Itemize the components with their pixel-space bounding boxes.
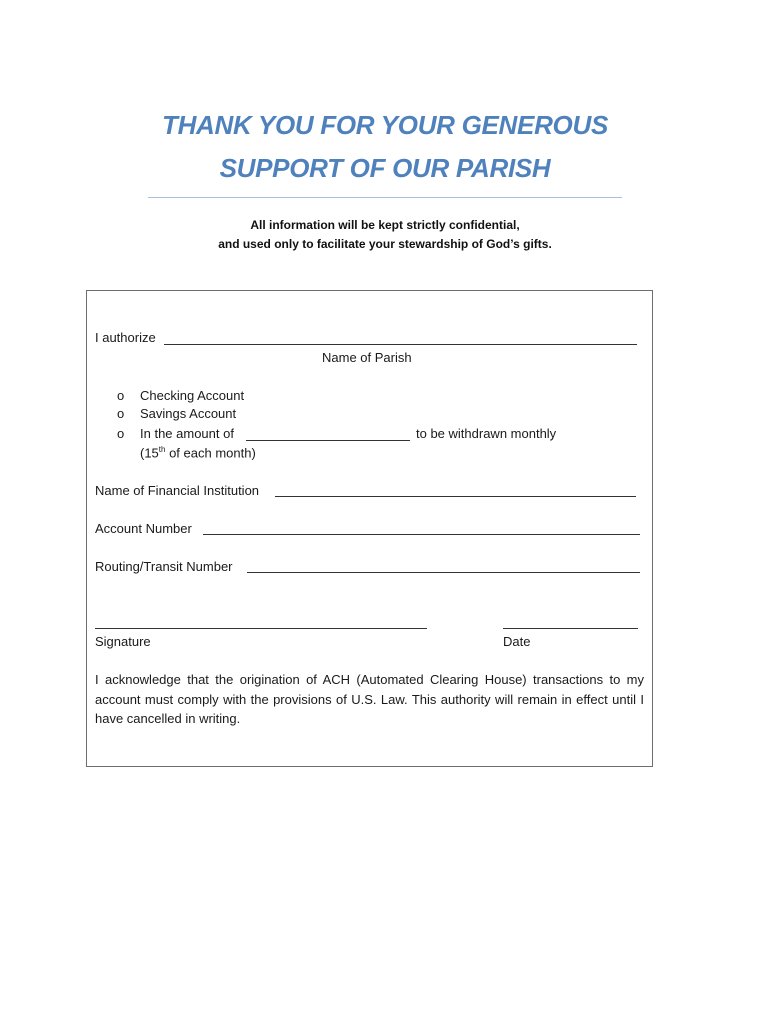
parish-name-caption: Name of Parish (322, 350, 412, 365)
checking-account-label: Checking Account (140, 388, 245, 403)
signature-field[interactable] (95, 628, 427, 629)
page-title-line-2: SUPPORT OF OUR PARISH (219, 153, 551, 183)
savings-account-label: Savings Account (140, 406, 237, 421)
parish-name-field[interactable] (164, 344, 637, 345)
page-title-line-1: THANK YOU FOR YOUR GENEROUS (162, 110, 608, 140)
checking-account-checkbox[interactable]: o (117, 388, 125, 403)
authorize-label: I authorize (95, 330, 156, 345)
amount-suffix: to be withdrawn monthly (416, 426, 557, 441)
amount-checkbox[interactable]: o (117, 426, 125, 441)
account-number-label: Account Number (95, 521, 192, 536)
ach-acknowledgement: I acknowledge that the origination of ACH (Automated Clearing House) transactions to my account must comply with the provisions of U.S. Law. This authority will remain in effect until I have cancelled in writing. (95, 672, 644, 726)
withdrawal-schedule: (15th of each month) (140, 445, 256, 461)
amount-field[interactable] (246, 440, 410, 441)
account-number-field[interactable] (203, 534, 640, 535)
routing-number-field[interactable] (247, 572, 640, 573)
confidentiality-note-line-1: All information will be kept strictly confidential, (250, 218, 520, 232)
savings-account-checkbox[interactable]: o (117, 406, 125, 421)
signature-caption: Signature (95, 634, 151, 649)
routing-number-label: Routing/Transit Number (95, 559, 233, 574)
institution-field[interactable] (275, 496, 636, 497)
date-caption: Date (503, 634, 531, 649)
confidentiality-note-line-2: and used only to facilitate your stewardship of God’s gifts. (218, 237, 552, 251)
date-field[interactable] (503, 628, 638, 629)
amount-label: In the amount of (140, 426, 234, 441)
institution-label: Name of Financial Institution (95, 483, 260, 498)
title-divider (148, 197, 622, 198)
